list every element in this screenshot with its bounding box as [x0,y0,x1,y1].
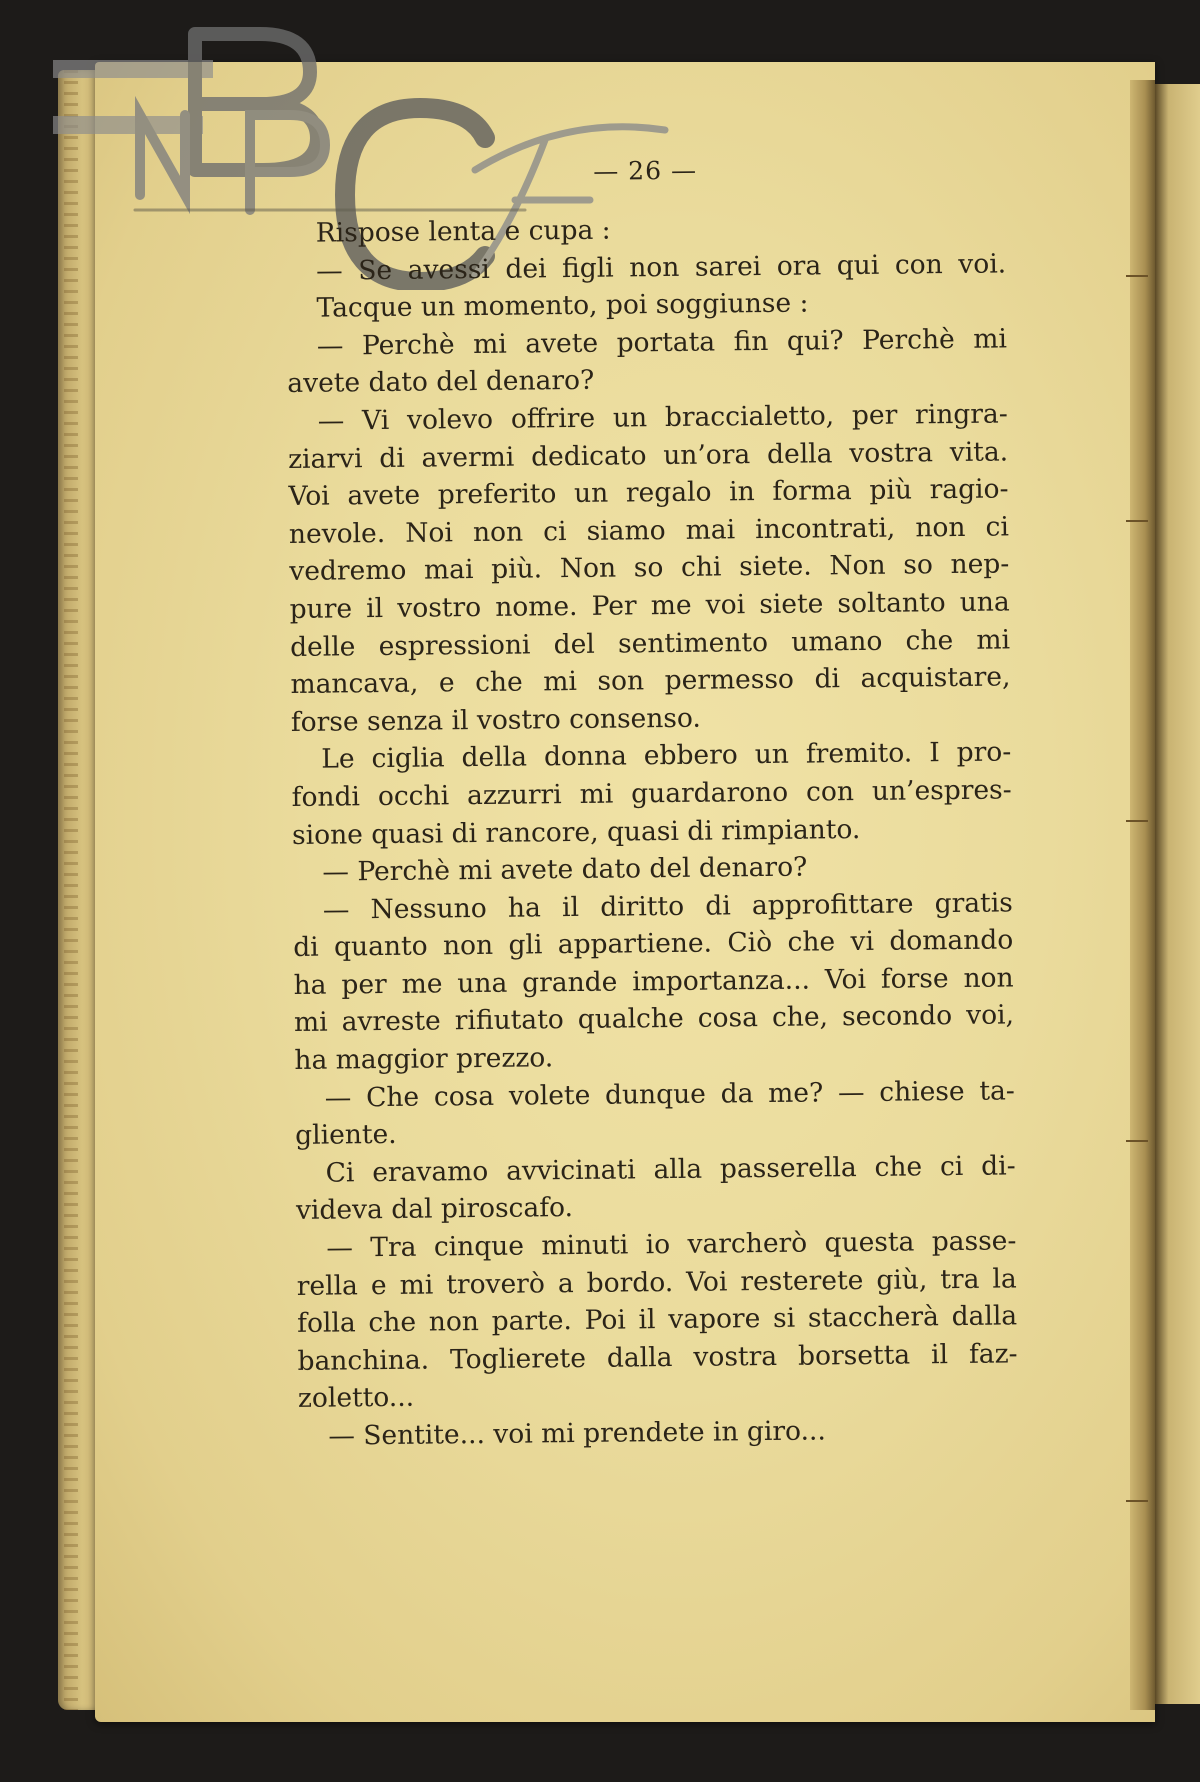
text-line: ziarvi di avermi dedicato un’ora della vostra vita. [287,436,1009,475]
text-line: pure il vostro nome. Per me voi siete soltanto una [289,586,1010,625]
text-line: Ci eravamo avvicinati alla passerella che ci di- [325,1150,1016,1189]
text-line: mi avreste rifiutato qualche cosa che, secondo voi, [293,999,1015,1039]
binding-stitch [1126,1140,1148,1142]
text-line: ha maggior prezzo. [294,1042,554,1077]
book-gutter [1130,80,1155,1710]
text-line: vedremo mai più. Non so chi siete. Non so nep- [289,548,1010,588]
page-number: — 26 — [593,155,698,186]
text-line: rella e mi troverò a bordo. Voi resterete giù, tra la [296,1263,1017,1302]
binding-stitch [1126,520,1148,522]
text-line: sione quasi di rancore, quasi di rimpianto. [291,813,861,851]
text-line: fondi occhi azzurri mi guardarono con un’espres- [291,774,1012,813]
text-line: — Se avessi dei figli non sarei ora qui con voi. [315,248,1007,287]
binding-stitch [1126,820,1148,822]
paragraph-lines [286,207,1019,1455]
text-line: zoletto... [297,1382,415,1415]
text-line: — Che cosa volete dunque da me? — chiese ta- [324,1075,1015,1114]
text-line: avete dato del denaro? [287,365,595,400]
text-line: — Perchè mi avete dato del denaro? [322,851,808,888]
text-line: — Nessuno ha il diritto di approfittare gratis [322,887,1013,926]
text-line: videva dal piroscafo. [295,1192,574,1227]
text-line: — Tra cinque minuti io varcherò questa passe- [326,1225,1017,1264]
binding-stitch [1126,1500,1148,1502]
text-line: ha per me una grande importanza... Voi forse non [293,962,1014,1001]
facing-page-edge [1155,84,1200,1704]
text-line: di quanto non gli appartiene. Ciò che vi domando [293,924,1014,964]
text-line: forse senza il vostro consenso. [290,702,702,738]
text-line: nevole. Noi non ci siamo mai incontrati, non ci [288,511,1010,550]
text-line: Le ciglia della donna ebbero un fremito. I pro- [321,736,1012,775]
text-line: mancava, e che mi son permesso di acquistare, [290,661,1011,701]
text-line: banchina. Toglierete dalla vostra borsetta il faz- [297,1338,1018,1377]
binding-stitch [1126,275,1148,277]
text-line: Rispose lenta e cupa : [315,214,611,249]
text-line: folla che non parte. Poi il vapore si staccherà dalla [297,1300,1018,1340]
text-line: Voi avete preferito un regalo in forma più ragio- [288,473,1009,513]
text-line: delle espressioni del sentimento umano che mi [289,623,1011,663]
text-line: — Perchè mi avete portata fin qui? Perchè mi [316,323,1008,362]
text-line: — Sentite... voi mi prendete in giro... [328,1415,826,1452]
page-text [285,152,1019,1455]
text-line: — Vi volevo offrire un braccialetto, per ringra- [317,398,1008,437]
text-line: gliente. [295,1119,397,1152]
text-line: Tacque un momento, poi soggiunse : [316,287,809,324]
